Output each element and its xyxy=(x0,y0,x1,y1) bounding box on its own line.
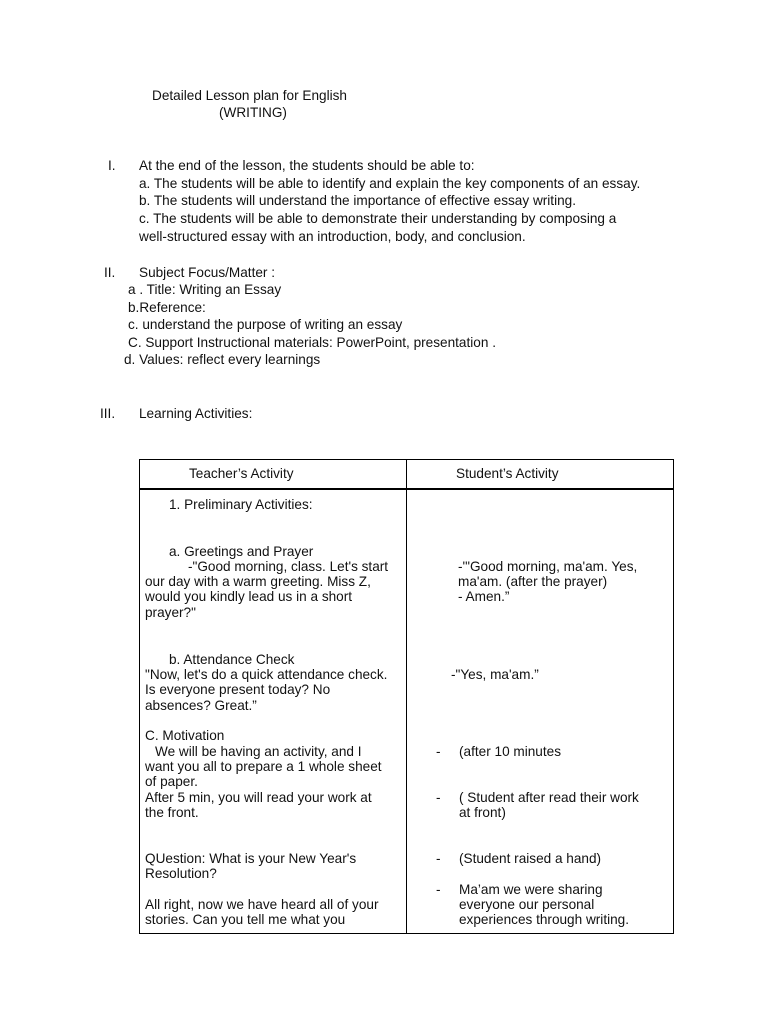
student-activity-cell xyxy=(407,489,674,934)
section-3-numeral: III. xyxy=(100,406,116,421)
greeting-text-1: -"Good morning, class. Let's start xyxy=(188,559,389,574)
student-discussion-2: everyone our personal xyxy=(459,897,595,912)
activities-table xyxy=(139,459,674,934)
motivation-heading: C. Motivation xyxy=(145,728,225,743)
section-3-heading: Learning Activities: xyxy=(139,406,253,421)
attendance-text-2: Is everyone present today? No xyxy=(145,682,331,697)
motivation-text-5: the front. xyxy=(145,805,199,820)
student-motivation-2: ( Student after read their work xyxy=(459,790,639,805)
objective-b: b. The students will understand the importance of effective essay writing. xyxy=(139,193,576,208)
section-2-numeral: II. xyxy=(104,265,116,280)
student-activity-header: Student’s Activity xyxy=(456,466,559,481)
attendance-text-1: "Now, let's do a quick attendance check. xyxy=(145,667,388,682)
document-subtitle: (WRITING) xyxy=(219,105,287,120)
attendance-heading: b. Attendance Check xyxy=(169,652,295,667)
subject-materials: C. Support Instructional materials: PowerPoint, presentation . xyxy=(128,335,496,350)
section-1-numeral: I. xyxy=(108,158,116,173)
motivation-text-3: of paper. xyxy=(145,774,198,789)
subject-title: a . Title: Writing an Essay xyxy=(128,282,282,297)
student-header-cell xyxy=(407,460,674,490)
table-row xyxy=(140,489,674,934)
objective-c-continued: well-structured essay with an introduction, body, and conclusion. xyxy=(139,229,526,244)
section-1-intro: At the end of the lesson, the students should be able to: xyxy=(139,158,475,173)
teacher-header-cell xyxy=(140,460,407,490)
student-greeting-3: - Amen.” xyxy=(458,589,510,604)
student-motivation-3: at front) xyxy=(459,805,506,820)
attendance-text-3: absences? Great.” xyxy=(145,698,257,713)
subject-reference: b.Reference: xyxy=(128,300,206,315)
objective-c: c. The students will be able to demonstrate their understanding by composing a xyxy=(139,211,617,226)
student-greeting-2: ma'am. (after the prayer) xyxy=(458,574,608,589)
discussion-text-1: All right, now we have heard all of your xyxy=(145,897,379,912)
motivation-text-4: After 5 min, you will read your work at xyxy=(145,790,372,805)
greeting-text-3: would you kindly lead us in a short xyxy=(145,589,353,604)
dash-2: - xyxy=(436,790,441,805)
teacher-activity-header: Teacher’s Activity xyxy=(189,466,294,481)
greeting-text-4: prayer?" xyxy=(145,605,196,620)
preliminary-activities: 1. Preliminary Activities: xyxy=(169,497,313,512)
discussion-text-2: stories. Can you tell me what you xyxy=(145,912,346,927)
section-2-heading: Subject Focus/Matter : xyxy=(139,265,275,280)
subject-values: d. Values: reflect every learnings xyxy=(124,352,321,367)
student-motivation-1: (after 10 minutes xyxy=(459,744,561,759)
student-discussion-1: Ma’am we were sharing xyxy=(459,882,603,897)
greetings-heading: a. Greetings and Prayer xyxy=(169,544,314,559)
dash-1: - xyxy=(436,744,441,759)
student-attendance-reply: -"Yes, ma'am.” xyxy=(451,667,539,682)
motivation-text-1: We will be having an activity, and I xyxy=(155,744,362,759)
question-text-2: Resolution? xyxy=(145,866,217,881)
student-discussion-3: experiences through writing. xyxy=(459,912,630,927)
motivation-text-2: want you all to prepare a 1 whole sheet xyxy=(145,759,382,774)
dash-3: - xyxy=(436,851,441,866)
student-greeting-1: -'"Good morning, ma'am. Yes, xyxy=(458,559,638,574)
dash-4: - xyxy=(436,882,441,897)
student-question-reply: (Student raised a hand) xyxy=(459,851,602,866)
teacher-activity-cell xyxy=(140,489,407,934)
objective-a: a. The students will be able to identify and explain the key components of an essay. xyxy=(139,176,641,191)
document-title: Detailed Lesson plan for English xyxy=(152,88,347,103)
greeting-text-2: our day with a warm greeting. Miss Z, xyxy=(145,574,371,589)
question-text-1: QUestion: What is your New Year's xyxy=(145,851,357,866)
subject-purpose: c. understand the purpose of writing an essay xyxy=(128,317,403,332)
